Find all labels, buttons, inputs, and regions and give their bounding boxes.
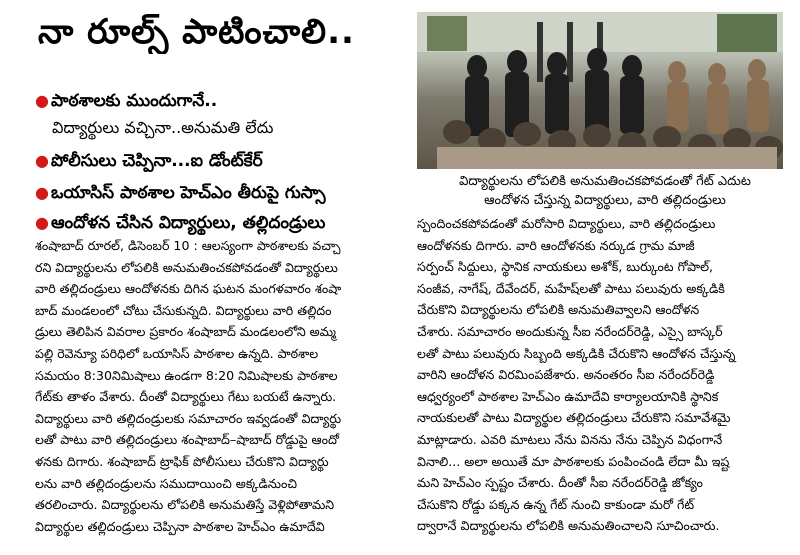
article-line: వారిని ఆందోళన విరమింపజేశారు. అనంతరం సీఐ నరేందర్‌రెడ్డి [417, 367, 715, 383]
article-line: వినాలి... అలా అయితే మా పాఠశాలకు పంపించండి లేదా మీ ఇష్ట [417, 453, 730, 469]
bullet-dot-icon: ● [35, 213, 49, 232]
bullet-dot-icon: ● [35, 183, 49, 202]
photo-caption-line-1: విద్యార్థులను లోపలికి అనుమతించకపోవడంతో గేట్ ఎదుట [459, 174, 751, 189]
article-left-column [35, 235, 405, 537]
article-line: మాట్లాడారు. ఎవరి మాటలు నేను వినను నేను చెప్పిన విధంగానే [417, 431, 723, 447]
article-line: లను వారి తల్లిదండ్రులను సముదాయించి అక్కడినుంచి [35, 475, 298, 491]
article-line: సంజీవ, నాగేష్, దేవేందర్, మహేష్‌లతో పాటు పలువురు అక్కడికి [417, 280, 725, 296]
headline: నా రూల్స్ పాటించాలి.. [38, 12, 355, 52]
bullet-text: ఆందోళన చేసిన విద్యార్థులు, తల్లిదండ్రులు [50, 213, 326, 233]
article-line: బాద్ మండలంలో చోటు చేసుకున్నది. విద్యార్థులు వారి తల్లిదం [35, 302, 332, 318]
article-line: విద్యార్థుల తల్లిదండ్రులు చెప్పినా పాఠశాల హెచ్ఎం ఉమాదేవి [35, 518, 325, 534]
article-line: ళనకు దిగారు. శంషాబాద్ ట్రాఫిక్ పోలీసులు చేరుకొని విద్యార్థు [35, 453, 329, 469]
article-line: మని హెచ్ఎం స్పష్టం చేశారు. దీంతో సీఐ నరేందర్‌రెడ్డి జోక్యం [417, 475, 703, 491]
article-line: చేసుకొని రోడ్డు పక్కన ఉన్న గేట్ నుంచి కాకుండా మరో గేట్ [417, 496, 695, 512]
bullet-dot-icon: ● [35, 91, 49, 110]
bullet-2 [35, 149, 415, 173]
article-line: సర్పంచ్ సిద్దులు, స్థానిక నాయకులు అశోక్, బుర్కుంట గోపాల్, [417, 259, 714, 275]
article-line: రని విద్యార్థులను లోపలికి అనుమతించకపోవడంతో విద్యార్థులు [35, 259, 338, 275]
article-line: ద్వారానే విద్యార్థులను లోపలికి అనుమతించాలని సూచించారు. [417, 518, 720, 534]
protest-photo-illustration [417, 12, 783, 169]
article-line: చేరుకొని విద్యార్థులను లోపలికి అనుమతివ్వాలని ఆందోళన [417, 302, 700, 318]
bullet-1 [35, 89, 415, 113]
article-line: గేట్‌కు తాళం వేశారు. దీంతో విద్యార్థులు గేటు బయటే ఉన్నారు. [35, 389, 337, 405]
article-line: విద్యార్థులు వారి తల్లిదండ్రులకు సమాచారం ఇవ్వడంతో విద్యార్థు [35, 410, 342, 426]
bullet-1-sub: విద్యార్థులు వచ్చినా..అనుమతి లేదు [52, 118, 274, 137]
bullet-dot-icon: ● [35, 151, 49, 170]
article-line: లతో పాటు వారి తల్లిదండ్రులు శంషాబాద్–షాబాద్ రోడ్డుపై ఆందో [35, 432, 339, 448]
article-line: స్పందించకపోవడంతో మరోసారి విద్యార్థులు, వారి తల్లిదండ్రులు [417, 216, 716, 231]
article-line: డ్రులు తెలిపిన వివరాల ప్రకారం శంషాబాద్ మండలంలోని అమ్మ [35, 324, 337, 340]
bullet-3 [35, 181, 415, 205]
article-right-column [417, 213, 783, 537]
protest-photo [417, 12, 783, 169]
article-line: శంషాబాద్ రూరల్, డిసెంబర్ 10 : ఆలస్యంగా పాఠశాలకు వచ్చా [35, 238, 341, 253]
article-line: ఆధ్వర్యంలో పాఠశాల హెచ్ఎం ఉమాదేవి కార్యాలయానికి స్థానిక [417, 388, 719, 404]
article-line: చేశారు. సమాచారం అందుకున్న సీఐ నరేందర్‌రెడ్డి, ఎస్సై బాస్కర్ [417, 323, 723, 339]
article-line: వారి తల్లిదండ్రులు ఆందోళనకు దిగిన ఘటన మంగళవారం శంషా [35, 281, 342, 297]
article-line: తరలించారు. విద్యార్థులను లోపలికి అనుమతిస్తే వెళ్లిపోతామని [35, 497, 335, 513]
article-line: పల్లి రెవెన్యూ పరిధిలో ఒయాసిస్ పాఠశాల ఉన్నది. పాఠశాల [35, 345, 319, 361]
bullet-4 [35, 211, 415, 235]
photo-caption-line-2: ఆందోళన చేస్తున్న విద్యార్థులు, వారి తల్లిదండ్రులు [484, 193, 726, 208]
article-line: లతో పాటు పలువురు సిబ్బంది అక్కడికి చేరుకొని ఆందోళన చేస్తున్న [417, 345, 736, 361]
article-line: సమయం 8:30నిమిషాలు ఉండగా 8:20 నిమిషాలకు పాఠశాల [35, 367, 338, 383]
bullet-text: ఒయాసిస్ పాఠశాల హెచ్ఎం తీరుపై గుస్సా [50, 183, 326, 203]
bullet-text: పాఠశాలకు ముందుగానే.. [50, 91, 218, 111]
bullet-text: పోలీసులు చెప్పినా...ఐ డోంట్‌కేర్ [50, 151, 263, 171]
article-line: ఆందోళనకు దిగారు. వారి ఆందోళనకు నర్కుడ గ్రామ మాజీ [417, 237, 695, 253]
article-line: నాయకులతో పాటు విద్యార్థుల తల్లిదండ్రులు చేరుకొని సమావేశమై [417, 410, 731, 426]
